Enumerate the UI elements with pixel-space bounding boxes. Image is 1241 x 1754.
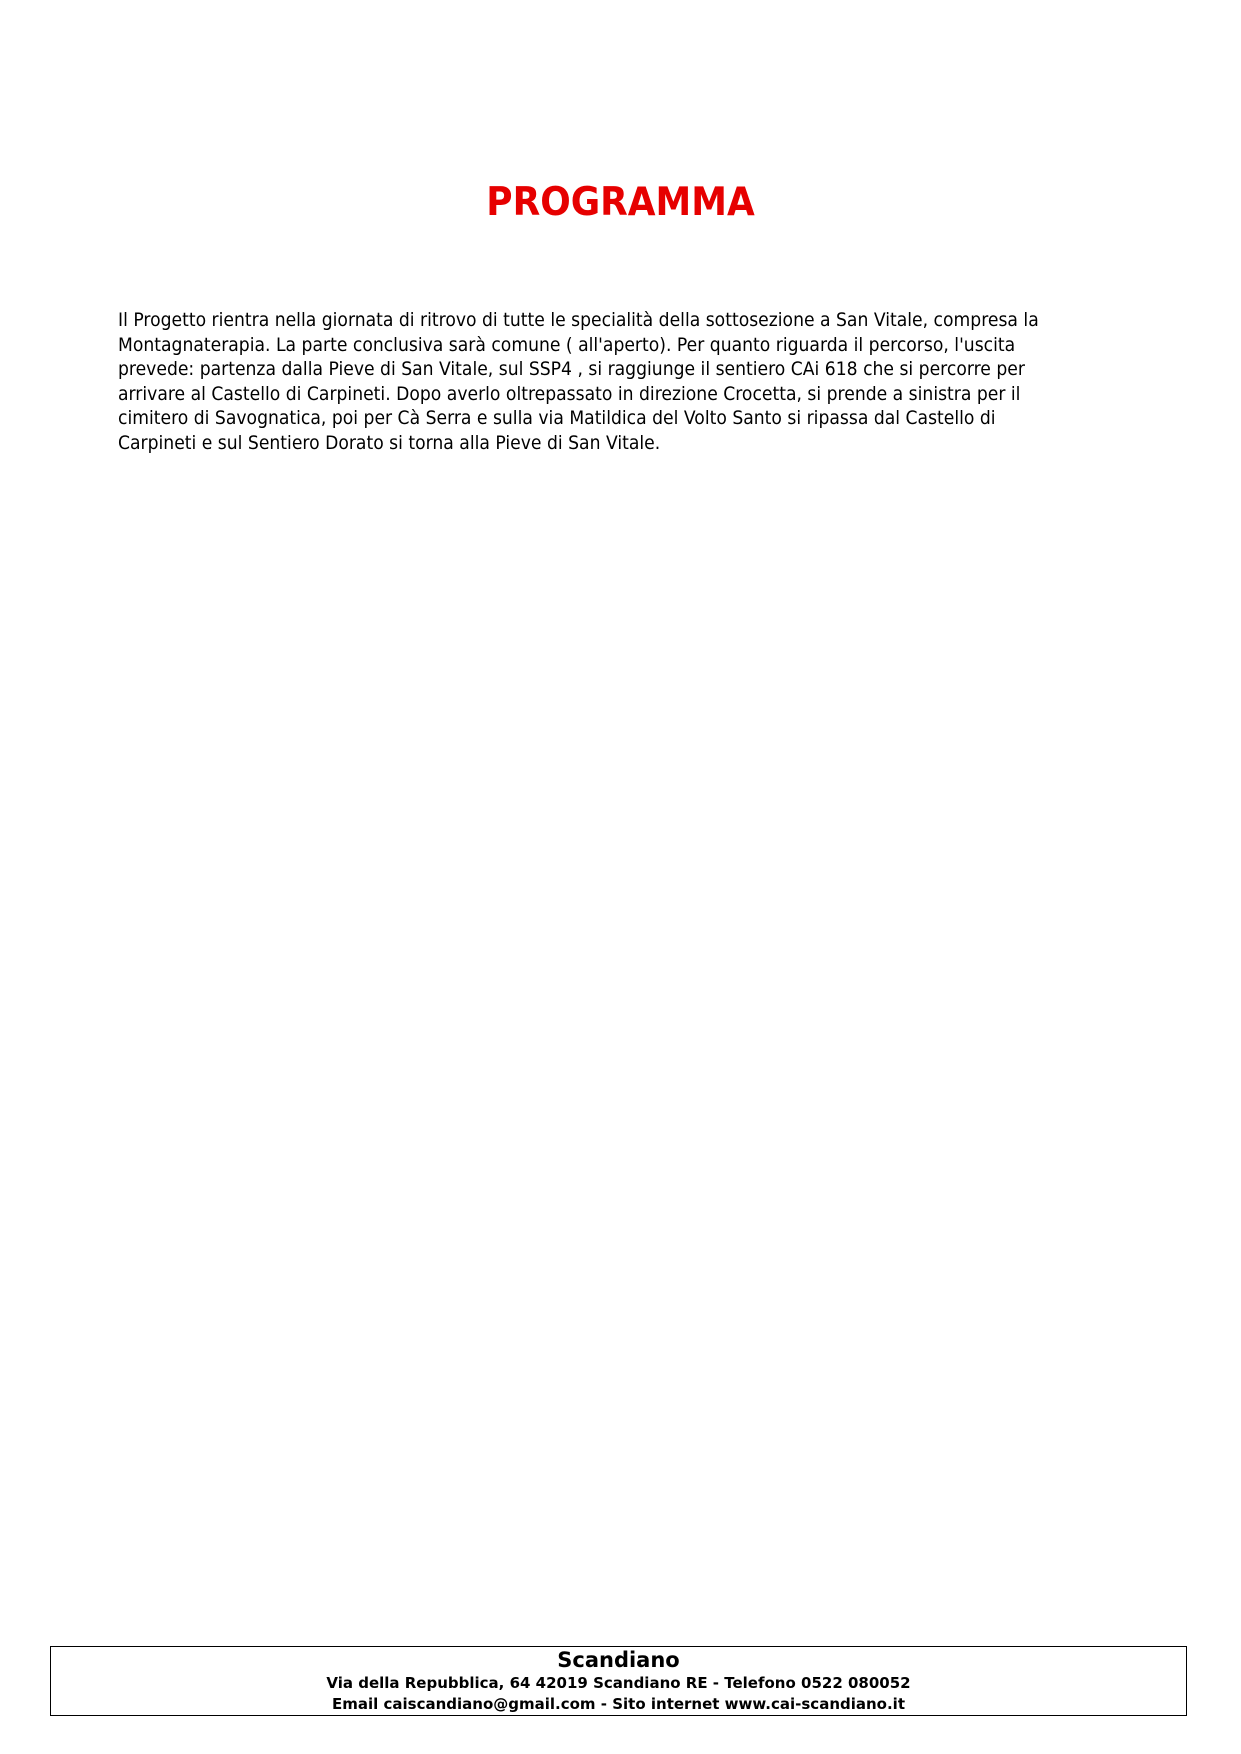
program-description bbox=[118, 308, 1128, 456]
program-description-line: cimitero di Savognatica, poi per Cà Serra e sulla via Matildica del Volto Santo si ripassa dal Castello di bbox=[118, 407, 996, 430]
page-title: PROGRAMMA bbox=[486, 180, 755, 225]
program-description-line: Carpineti e sul Sentiero Dorato si torna alla Pieve di San Vitale. bbox=[118, 431, 661, 454]
footer-section-name: Scandiano bbox=[557, 1648, 680, 1672]
program-description-line: prevede: partenza dalla Pieve di San Vitale, sul SSP4 , si raggiunge il sentiero CAi 618 che si percorre per bbox=[118, 358, 1025, 381]
footer-address: Via della Repubblica, 64 42019 Scandiano RE - Telefono 0522 080052 bbox=[326, 1674, 911, 1692]
program-description-line: arrivare al Castello di Carpineti. Dopo averlo oltrepassato in direzione Crocetta, si prende a sinistra per il bbox=[118, 382, 1021, 405]
footer-contacts: Email caiscandiano@gmail.com - Sito internet www.cai-scandiano.it bbox=[332, 1695, 905, 1713]
program-description-line: Montagnaterapia. La parte conclusiva sarà comune ( all'aperto). Per quanto riguarda il percorso, l'uscita bbox=[118, 333, 1016, 356]
program-description-line: Il Progetto rientra nella giornata di ritrovo di tutte le specialità della sottosezione a San Vitale, compresa la bbox=[118, 309, 1039, 331]
footer-contact-box bbox=[50, 1646, 1187, 1716]
